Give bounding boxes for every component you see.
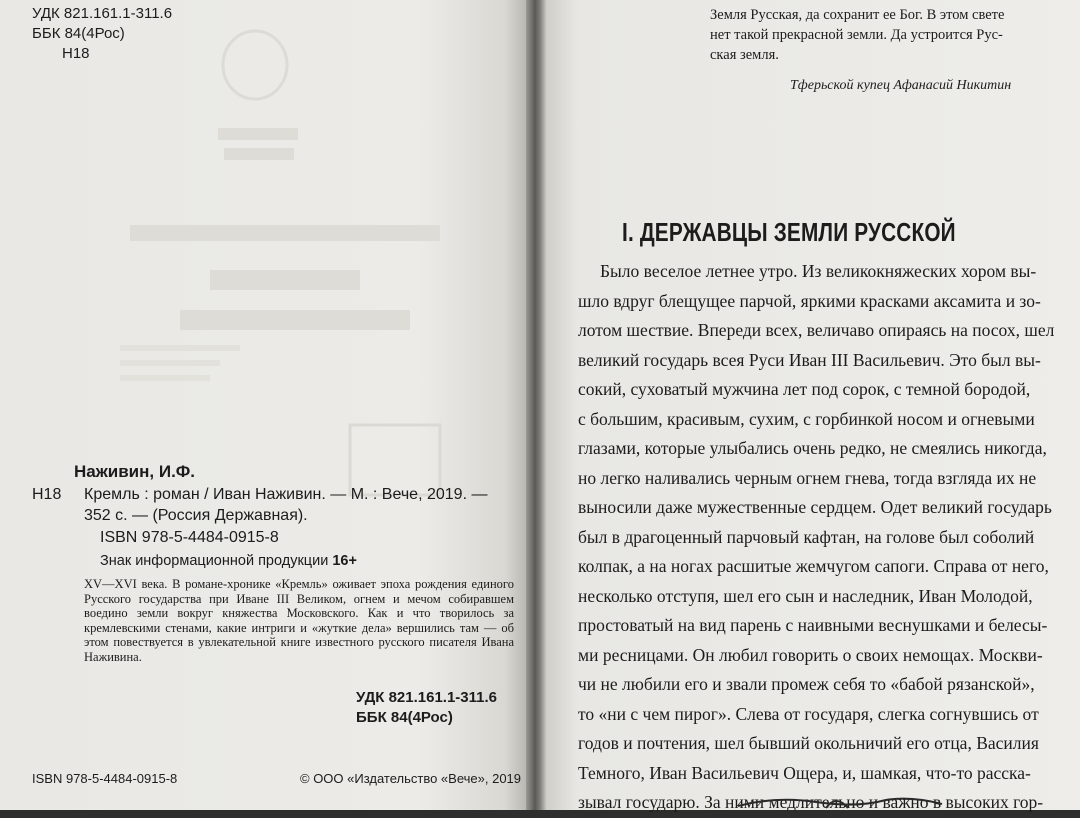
footer-isbn: ISBN 978-5-4484-0915-8 xyxy=(32,771,178,786)
catalog-description-line1: Кремль : роман / Иван Наживин. — М. : Вече, 2019. — xyxy=(84,486,488,503)
bottom-bbk-code: ББК 84(4Рос) xyxy=(356,709,453,726)
body-line: глазами, которые улыбались очень редко, не смеялись никогда, xyxy=(578,438,1047,458)
author-mark: Н18 xyxy=(62,45,90,62)
catalog-isbn: ISBN 978-5-4484-0915-8 xyxy=(100,529,279,546)
udk-code: УДК 821.161.1-311.6 xyxy=(32,5,173,22)
body-line: годов и почтения, шел бывший окольничий его отца, Василия xyxy=(578,733,1039,753)
epigraph-attribution: Тферьской купец Афанасий Никитин xyxy=(790,78,1012,93)
bottom-udk-code: УДК 821.161.1-311.6 xyxy=(356,689,498,706)
catalog-call-mark: Н18 xyxy=(32,486,62,503)
right-page xyxy=(546,0,1080,810)
body-line: шло вдруг блещущее парчой, яркими красками аксамита и зо- xyxy=(578,290,1041,311)
body-line: несколько отступя, шел его сын и наследник, Иван Молодой, xyxy=(578,585,1033,606)
body-line: чи не любили его и звали промеж себя то «бабой рязанской», xyxy=(578,674,1035,694)
body-line: но легко наливались черным огнем гнева, тогда взгляда их не xyxy=(578,467,1037,488)
body-line: с большим, красивым, сухим, с горбинкой носом и огневыми xyxy=(578,408,1035,429)
chapter-body xyxy=(578,257,1058,818)
chapter-title: I. ДЕРЖАВЦЫ ЗЕМЛИ РУССКОЙ xyxy=(622,217,956,247)
body-line: выносили даже мужественные сердцем. Одет великий государь xyxy=(578,497,1052,517)
bbk-code: ББК 84(4Рос) xyxy=(32,25,125,42)
catalog-description-line2: 352 с. — (Россия Державная). xyxy=(84,507,308,524)
body-line: Было веселое летнее утро. Из великокняжеских хором вы- xyxy=(600,261,1037,281)
body-line: ми ресницами. Он любил говорить о своих немощах. Москви- xyxy=(578,644,1043,665)
decorative-ornament-icon xyxy=(736,792,946,810)
body-line: лотом шествие. Впереди всех, величаво опираясь на посох, шел xyxy=(578,320,1055,340)
annotation-text: XV—XVI века. В романе-хронике «Кремль» оживает эпоха рождения единого Русского государства при Иване III Великом, огнем и мечом собиравшем воедино земли вокруг княжества Московского. Как и что творилось за кремлевскими стенами, какие интриги и «жуткие дела» вершились там — об этом повествуется в увлекательной книге известного русского писателя Ивана Наживина. xyxy=(84,577,514,664)
body-line: Темного, Иван Васильевич Ощера, и, шамкая, что-то расска- xyxy=(578,762,1031,783)
rating-label-text: Знак информационной продукции xyxy=(100,553,329,569)
body-line: то «ни с чем пирог». Слева от государя, слегка согнувшись от xyxy=(578,703,1039,724)
body-line: сокий, суховатый мужчина лет под сорок, с темной бородой, xyxy=(578,379,1031,399)
footer-copyright: © ООО «Издательство «Вече», 2019 xyxy=(300,771,522,786)
rating-label xyxy=(100,551,357,572)
body-line: простоватый на вид парень с наивными веснушками и белесы- xyxy=(578,615,1048,635)
body-line: великий государь всея Руси Иван III Васильевич. Это был вы- xyxy=(578,349,1041,370)
left-page xyxy=(0,0,526,810)
book-gutter xyxy=(526,0,546,810)
epigraph-line-2: нет такой прекрасной земли. Да устроится Рус- xyxy=(710,27,1003,43)
epigraph-line-3: ская земля. xyxy=(710,47,779,63)
body-line: был в драгоценный парчовый кафтан, на голове был соболий xyxy=(578,526,1035,547)
body-line: колпак, а на ногах расшитые жемчугом сапоги. Справа от него, xyxy=(578,556,1049,576)
catalog-author: Наживин, И.Ф. xyxy=(74,462,196,481)
epigraph-line-1: Земля Русская, да сохранит ее Бог. В этом свете xyxy=(710,7,1005,23)
body-line: зывал государю. За ними медлительно и важно в высоких гор- xyxy=(578,792,1044,812)
show-through-emblem xyxy=(200,20,310,170)
rating-value: 16+ xyxy=(332,553,357,569)
